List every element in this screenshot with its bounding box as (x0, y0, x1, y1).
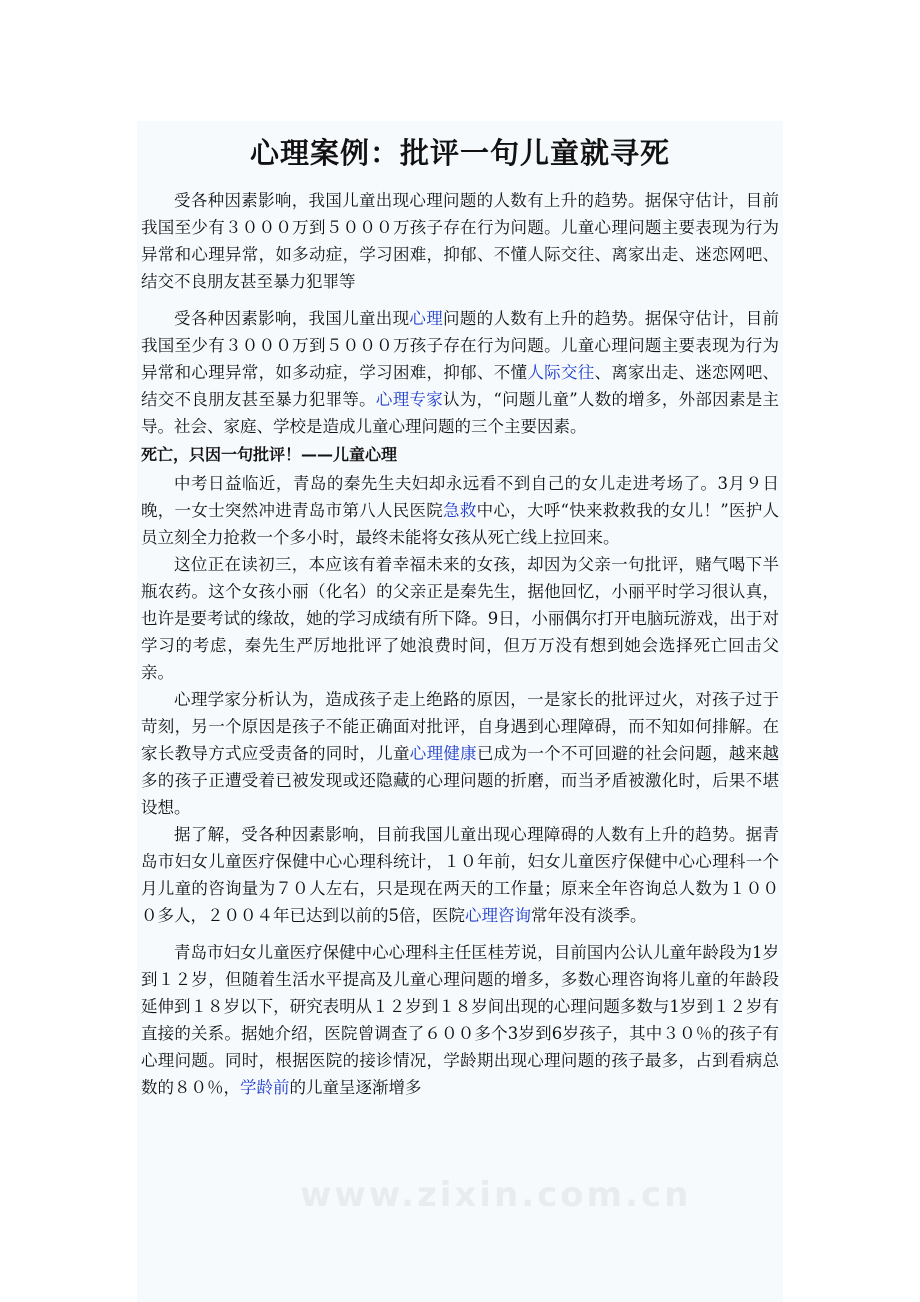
paragraph-4: 这位正在读初三，本应该有着幸福未来的女孩，却因为父亲一句批评，赌气喝下半瓶农药。这个女孩小丽（化名）的父亲正是秦先生，据他回忆，小丽平时学习很认真，也许是要考试的缘故，她的学习成绩有所下降。9日，小丽偶尔打开电脑玩游戏，出于对学习的考虑，秦先生严厉地批评了她浪费时间，但万万没有想到她会选择死亡回击父亲。 (141, 555, 779, 682)
text-span: 常年没有淡季。 (531, 906, 647, 925)
paragraph-7 (141, 939, 779, 1101)
keyword-link-xuelingqian[interactable]: 学龄前 (240, 1078, 290, 1097)
paragraph-2 (141, 305, 779, 440)
text-span: 青岛市妇女儿童医疗保健中心心理科主任匡桂芳说，目前国内公认儿童年龄段为1岁到１２岁，但随着生活水平提高及儿童心理问题的增多，多数心理咨询将儿童的年龄段延伸到１８岁以下，研究表明从１２岁到１８岁间出现的心理问题多数与1岁到１２岁有直接的关系。据她介绍，医院曾调查了６００多个3岁到6岁孩子，其中３０％的孩子有心理问题。同时，根据医院的接诊情况，学龄期出现心理问题的孩子最多，占到看病总数的８０％， (141, 943, 779, 1097)
text-span: 、离家出走、迷恋网吧、结交不良朋友甚至暴力犯罪等。 (141, 363, 780, 409)
text-span: 认为，“问题儿童”人数的增多，外部因素是主导。社会、家庭、学校是造成儿童心理问题的三个主要因素。 (141, 390, 780, 436)
keyword-link-xinli[interactable]: 心理 (409, 309, 444, 328)
paragraph-3 (141, 470, 779, 551)
text-span: 的儿童呈逐渐增多 (289, 1078, 422, 1097)
text-span: 心理学家分析认为，造成孩子走上绝路的原因，一是家长的批评过火，对孩子过于苛刻，另一个原因是孩子不能正确面对批评，自身遇到心理障碍，而不知如何排解。在家长教导方式应受责备的同时，儿童 (141, 690, 779, 763)
text-span: 已成为一个不可回避的社会问题，越来越多的孩子正遭受着已被发现或还隐藏的心理问题的折磨，而当矛盾被激化时，后果不堪设想。 (141, 744, 780, 817)
document-title: 心理案例：批评一句儿童就寻死 (249, 136, 670, 170)
keyword-link-xinlijiankang[interactable]: 心理健康 (409, 744, 477, 763)
keyword-link-jijiu[interactable]: 急救 (443, 501, 477, 520)
section-heading: 死亡，只因一句批评！——儿童心理 (141, 445, 398, 464)
text-span: 中考日益临近，青岛的秦先生夫妇却永远看不到自己的女儿走进考场了。3月９日晚，一女士突然冲进青岛市第八人民医院 (141, 474, 779, 520)
paragraph-5 (141, 686, 779, 821)
keyword-link-renjijiaowang[interactable]: 人际交往 (527, 363, 595, 382)
text-span: 据了解，受各种因素影响，目前我国儿童出现心理障碍的人数有上升的趋势。据青岛市妇女儿童医疗保健中心心理科统计，１０年前，妇女儿童医疗保健中心心理科一个月儿童的咨询量为７０人左右，只是现在两天的工作量；原来全年咨询总人数为１０００多人，２００４年已达到以前的5倍，医院 (141, 825, 779, 925)
document-body (137, 121, 783, 1302)
paragraph-6 (141, 821, 779, 929)
keyword-link-xinlizhuanjia[interactable]: 心理专家 (375, 390, 444, 409)
text-span: 中心，大呼“快来救救我的女儿！”医护人员立刻全力抢救一个多小时，最终未能将女孩从死亡线上拉回来。 (141, 501, 780, 547)
text-span: 问题的人数有上升的趋势。据保守估计，目前我国至少有３０００万到５０００万孩子存在行为问题。儿童心理问题主要表现为行为异常和心理异常，如多动症，学习困难，抑郁、不懂 (141, 309, 780, 382)
text-span: 受各种因素影响，我国儿童出现 (174, 309, 410, 328)
keyword-link-xinlizixun[interactable]: 心理咨询 (465, 906, 531, 925)
paragraph-1: 受各种因素影响，我国儿童出现心理问题的人数有上升的趋势。据保守估计，目前我国至少有３０００万到５０００万孩子存在行为问题。儿童心理问题主要表现为行为异常和心理异常，如多动症，学习困难，抑郁、不懂人际交往、离家出走、迷恋网吧、结交不良朋友甚至暴力犯罪等 (141, 191, 779, 291)
